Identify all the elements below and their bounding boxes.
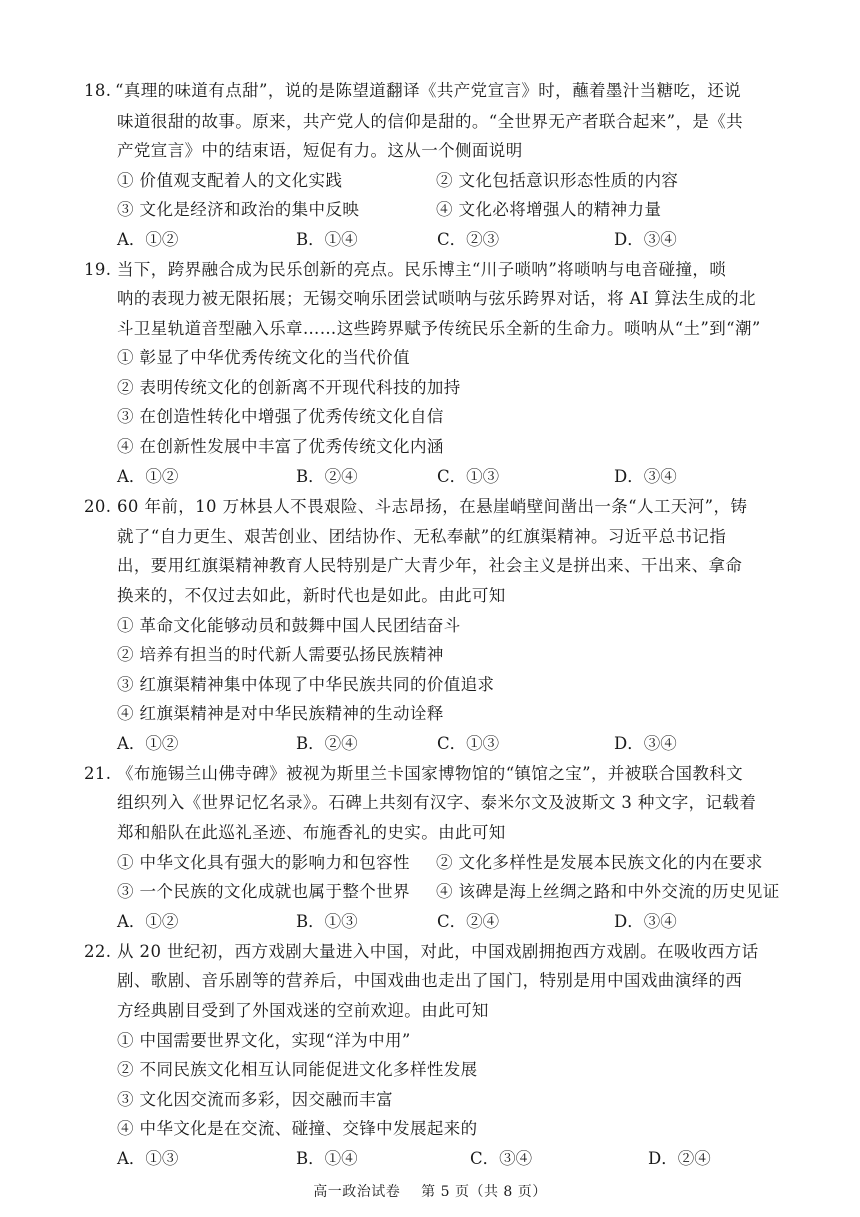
statement-1: ① 中国需要世界文化，实现“洋为中用” bbox=[117, 1031, 411, 1050]
statement-2: ② 文化多样性是发展本民族文化的内在要求 bbox=[436, 853, 763, 872]
statement-1: ① 中华文化具有强大的影响力和包容性 bbox=[117, 853, 410, 872]
choice-a[interactable]: A．①② bbox=[117, 467, 179, 486]
question-stem-line: “真理的味道有点甜”，说的是陈望道翻译《共产党宣言》时，蘸着墨汁当糖吃，还说 bbox=[115, 81, 742, 100]
statement-4: ④ 中华文化是在交流、碰撞、交锋中发展起来的 bbox=[117, 1119, 478, 1138]
statement-3: ③ 文化因交流而多彩，因交融而丰富 bbox=[117, 1090, 394, 1109]
statement-3: ③ 一个民族的文化成就也属于整个世界 bbox=[117, 882, 410, 901]
question-stem-line: 呐的表现力被无限拓展；无锡交响乐团尝试唢呐与弦乐跨界对话，将 AI 算法生成的北 bbox=[117, 289, 756, 308]
question-stem-line: 斗卫星轨道音型融入乐章……这些跨界赋予传统民乐全新的生命力。唢呐从“土”到“潮” bbox=[117, 319, 761, 338]
choice-a[interactable]: A．①③ bbox=[117, 1149, 179, 1168]
question-stem-line: 《布施锡兰山佛寺碑》被视为斯里兰卡国家博物馆的“镇馆之宝”，并被联合国教科文 bbox=[117, 764, 744, 783]
choice-d[interactable]: D．③④ bbox=[614, 230, 677, 249]
choice-d[interactable]: D．③④ bbox=[614, 734, 677, 753]
question-stem-line: 就了“自力更生、艰苦创业、团结协作、无私奉献”的红旗渠精神。习近平总书记指 bbox=[117, 527, 727, 546]
question-stem-line: 组织列入《世界记忆名录》。石碑上共刻有汉字、泰米尔文及波斯文 3 种文字，记载着 bbox=[117, 793, 757, 812]
choice-c[interactable]: C．①③ bbox=[437, 734, 500, 753]
question-stem-line: 剧、歌剧、音乐剧等的营养后，中国戏曲也走出了国门，特别是用中国戏曲演绎的西 bbox=[117, 971, 743, 990]
question-stem-line: 当下，跨界融合成为民乐创新的亮点。民乐博主“川子唢呐”将唢呐与电音碰撞，唢 bbox=[117, 260, 727, 279]
question-stem-line: 出，要用红旗渠精神教育人民特别是广大青少年，社会主义是拼出来、干出来、拿命 bbox=[117, 556, 743, 575]
statement-4: ④ 在创新性发展中丰富了优秀传统文化内涵 bbox=[117, 437, 444, 456]
statement-1: ① 彰显了中华优秀传统文化的当代价值 bbox=[117, 348, 410, 367]
question-stem-line: 味道很甜的故事。原来，共产党人的信仰是甜的。“全世界无产者联合起来”，是《共 bbox=[117, 112, 744, 131]
footer-page-number: 第 5 页（共 8 页） bbox=[421, 1184, 547, 1200]
choice-d[interactable]: D．③④ bbox=[614, 467, 677, 486]
choice-b[interactable]: B．①③ bbox=[296, 912, 358, 931]
question-stem-line: 60 年前，10 万林县人不畏艰险、斗志昂扬，在悬崖峭壁间凿出一条“人工天河”，铸 bbox=[117, 497, 748, 516]
statement-2: ② 文化包括意识形态性质的内容 bbox=[436, 171, 679, 190]
choice-b[interactable]: B．②④ bbox=[296, 467, 358, 486]
statement-2: ② 培养有担当的时代新人需要弘扬民族精神 bbox=[117, 645, 444, 664]
question-stem-line: 换来的，不仅过去如此，新时代也是如此。由此可知 bbox=[117, 586, 506, 605]
statement-3: ③ 红旗渠精神集中体现了中华民族共同的价值追求 bbox=[117, 675, 495, 694]
statement-4: ④ 文化必将增强人的精神力量 bbox=[436, 200, 662, 219]
statement-2: ② 不同民族文化相互认同能促进文化多样性发展 bbox=[117, 1060, 478, 1079]
question-stem-line: 方经典剧目受到了外国戏迷的空前欢迎。由此可知 bbox=[117, 1001, 489, 1020]
choice-b[interactable]: B．②④ bbox=[296, 734, 358, 753]
statement-2: ② 表明传统文化的创新离不开现代科技的加持 bbox=[117, 378, 461, 397]
choice-c[interactable]: C．③④ bbox=[470, 1149, 533, 1168]
question-number: 21. bbox=[84, 764, 112, 783]
choice-c[interactable]: C．①③ bbox=[437, 467, 500, 486]
choice-a[interactable]: A．①② bbox=[117, 734, 179, 753]
question-number: 18. bbox=[84, 81, 112, 100]
question-number: 19. bbox=[84, 260, 112, 279]
question-number: 20. bbox=[84, 497, 112, 516]
statement-3: ③ 文化是经济和政治的集中反映 bbox=[117, 200, 360, 219]
choice-d[interactable]: D．②④ bbox=[648, 1149, 711, 1168]
choice-b[interactable]: B．①④ bbox=[296, 1149, 358, 1168]
question-stem-line: 郑和船队在此巡礼圣迹、布施香礼的史实。由此可知 bbox=[117, 823, 506, 842]
footer-subject: 高一政治试卷 bbox=[313, 1184, 401, 1200]
statement-3: ③ 在创造性转化中增强了优秀传统文化自信 bbox=[117, 407, 444, 426]
choice-a[interactable]: A．①② bbox=[117, 230, 179, 249]
question-stem-line: 从 20 世纪初，西方戏剧大量进入中国，对此，中国戏剧拥抱西方戏剧。在吸收西方话 bbox=[117, 942, 759, 961]
statement-4: ④ 红旗渠精神是对中华民族精神的生动诠释 bbox=[117, 704, 444, 723]
page-footer bbox=[0, 1182, 860, 1202]
choice-a[interactable]: A．①② bbox=[117, 912, 179, 931]
statement-4: ④ 该碑是海上丝绸之路和中外交流的历史见证 bbox=[436, 882, 780, 901]
choice-b[interactable]: B．①④ bbox=[296, 230, 358, 249]
statement-1: ① 革命文化能够动员和鼓舞中国人民团结奋斗 bbox=[117, 616, 461, 635]
choice-d[interactable]: D．③④ bbox=[614, 912, 677, 931]
statement-1: ① 价值观支配着人的文化实践 bbox=[117, 171, 343, 190]
question-stem-line: 产党宣言》中的结束语，短促有力。这从一个侧面说明 bbox=[117, 141, 523, 160]
choice-c[interactable]: C．②③ bbox=[437, 230, 500, 249]
choice-c[interactable]: C．②④ bbox=[437, 912, 500, 931]
question-number: 22. bbox=[84, 942, 112, 961]
